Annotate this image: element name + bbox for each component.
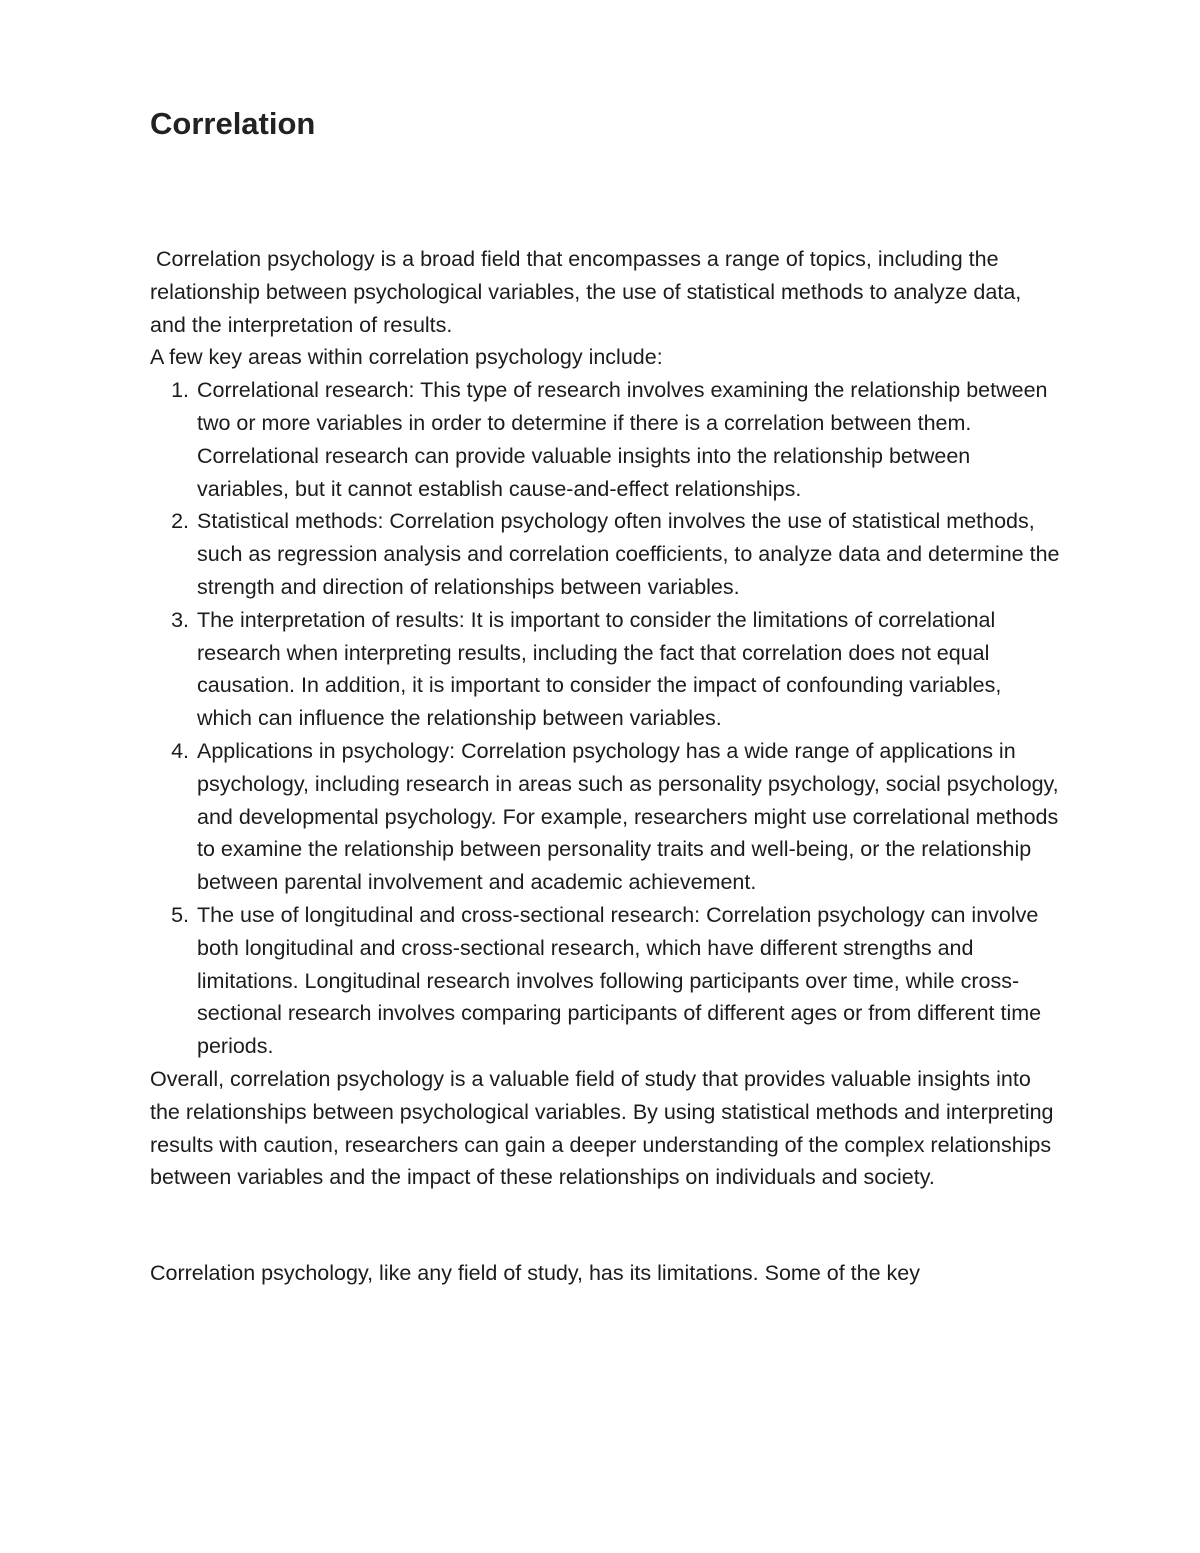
- intro-paragraph: Correlation psychology is a broad field that encompasses a range of topics, including the relationship between psychological variables, the use of statistical methods to analyze data, and the interpretation of results.: [150, 247, 1028, 337]
- intro-section: [150, 243, 1060, 374]
- page-title: Correlation: [150, 106, 316, 141]
- document-page: [150, 104, 1060, 1290]
- list-item: 1. Correlational research: This type of research involves examining the relationship between two or more variables in order to determine if there is a correlation between them. Correlational research can provide valuable insights into the relationship between variables, but it cannot establish cause-and-effect relationships.: [195, 374, 1060, 505]
- list-item: 5. The use of longitudinal and cross-sectional research: Correlation psychology can involve both longitudinal and cross-sectional research, which have different strengths and limitations. Longitudinal research involves following participants over time, while cross-sectional research involves comparing participants of different ages or from different time periods.: [195, 899, 1060, 1063]
- list-intro: A few key areas within correlation psychology include:: [150, 345, 663, 370]
- list-item: 4. Applications in psychology: Correlation psychology has a wide range of applications in psychology, including research in areas such as personality psychology, social psychology, and developmental psychology. For example, researchers might use correlational methods to examine the relationship between personality traits and well-being, or the relationship between parental involvement and academic achievement.: [195, 735, 1060, 899]
- key-areas-list: [150, 374, 1060, 1063]
- list-item: 3. The interpretation of results: It is important to consider the limitations of correlational research when interpreting results, including the fact that correlation does not equal causation. In addition, it is important to consider the impact of confounding variables, which can influence the relationship between variables.: [195, 604, 1060, 735]
- list-item: 2. Statistical methods: Correlation psychology often involves the use of statistical methods, such as regression analysis and correlation coefficients, to analyze data and determine the strength and direction of relationships between variables.: [195, 505, 1060, 603]
- limitations-paragraph: Correlation psychology, like any field of study, has its limitations. Some of the key: [150, 1261, 920, 1286]
- overall-paragraph: Overall, correlation psychology is a valuable field of study that provides valuable insights into the relationships between psychological variables. By using statistical methods and interpreting results with caution, researchers can gain a deeper understanding of the complex relationships between variables and the impact of these relationships on individuals and society.: [150, 1066, 1054, 1190]
